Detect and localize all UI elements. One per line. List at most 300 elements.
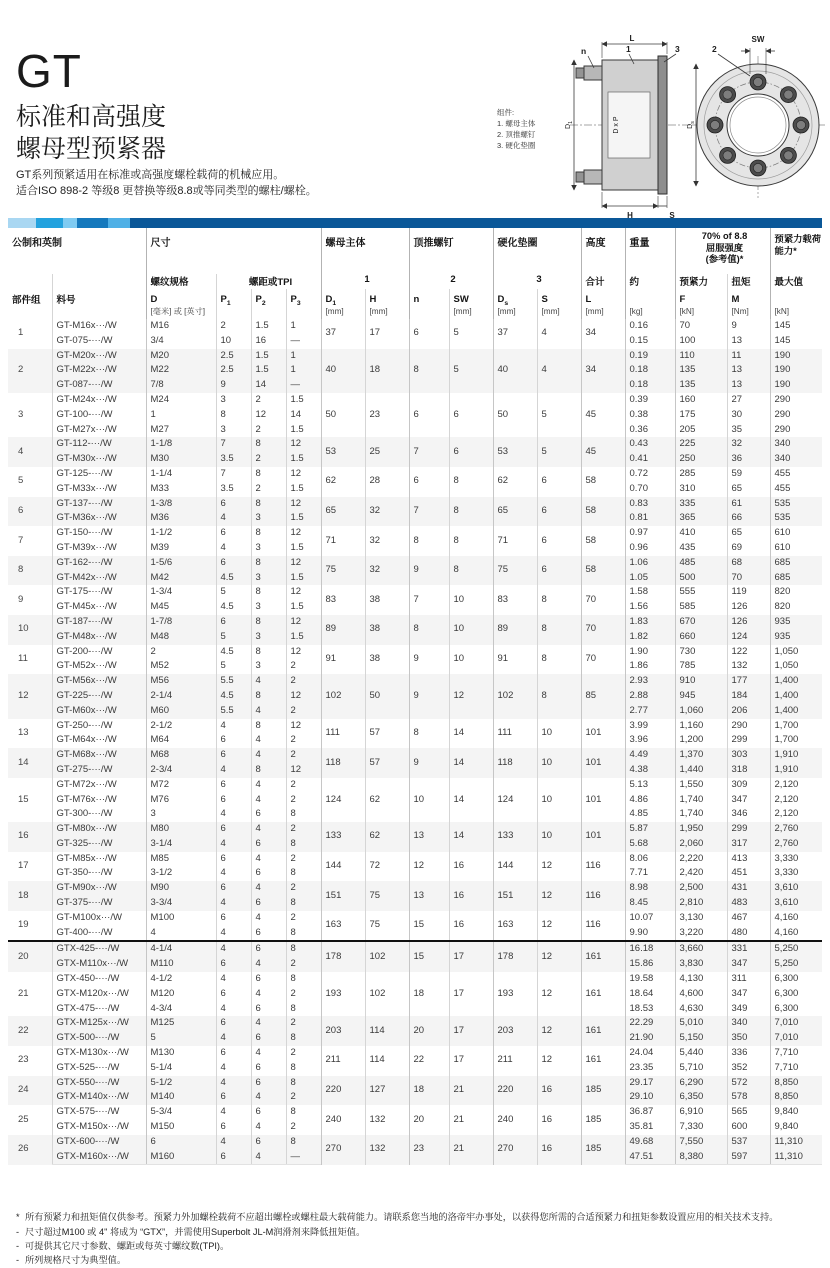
cell-torque-m: 36 — [727, 452, 770, 467]
label-dim-D1: $D_1$ — [565, 121, 574, 129]
cell-l: 101 — [581, 778, 625, 822]
cell-pitch-p1: 6 — [216, 852, 251, 867]
cell-max-capacity: 5,250 — [770, 957, 822, 972]
cell-part-group: 6 — [8, 497, 52, 527]
cell-pitch-p2: 12 — [251, 408, 286, 423]
cell-part-number: GT-M64x···/W — [52, 733, 146, 748]
cell-thread-size: 2-1/2 — [146, 719, 216, 734]
cell-max-capacity: 9,840 — [770, 1120, 822, 1135]
table-row — [8, 437, 822, 452]
cell-h: 102 — [365, 941, 409, 972]
cell-ds: 178 — [493, 941, 537, 972]
cell-ds: 111 — [493, 719, 537, 749]
cell-thread-size: M33 — [146, 482, 216, 497]
cell-weight: 4.86 — [625, 793, 675, 808]
cell-weight: 0.18 — [625, 378, 675, 393]
cell-pitch-p1: 4 — [216, 1076, 251, 1091]
cell-part-number: GT-250-···/W — [52, 719, 146, 734]
cell-torque-m: 299 — [727, 822, 770, 837]
cell-max-capacity: 6,300 — [770, 1002, 822, 1017]
cell-pitch-p3: 12 — [286, 497, 321, 512]
cell-pitch-p3: 8 — [286, 837, 321, 852]
cell-pitch-p3: 8 — [286, 1105, 321, 1120]
cell-l: 161 — [581, 1016, 625, 1046]
cell-ds: 40 — [493, 349, 537, 393]
page-description — [16, 167, 317, 199]
label-component-2: 2 — [712, 44, 717, 54]
cell-d1: 220 — [321, 1076, 365, 1106]
header-part-group: 部件组 — [12, 295, 41, 306]
cell-ds: 220 — [493, 1076, 537, 1106]
cell-d1: 178 — [321, 941, 365, 972]
table-row — [8, 526, 822, 541]
header-approx: 约 — [625, 274, 675, 289]
col-max-kn: [kN] — [770, 289, 822, 319]
header-pitch-tpi: 螺距或TPI — [216, 274, 321, 289]
cell-sw: 14 — [449, 748, 493, 778]
cell-weight: 1.86 — [625, 659, 675, 674]
cell-weight: 0.19 — [625, 349, 675, 364]
cell-part-number: GTX-M160x···/W — [52, 1150, 146, 1165]
cell-part-group: 9 — [18, 593, 24, 605]
cell-l: 101 — [581, 748, 625, 778]
cell-part-number: GT-400-···/W — [52, 926, 146, 942]
cell-part-number: GTX-M130x···/W — [52, 1046, 146, 1061]
spec-table — [8, 228, 822, 1165]
cell-weight: 1.06 — [625, 556, 675, 571]
cell-pitch-p3: 1.5 — [286, 423, 321, 438]
cell-part-number: GT-137-···/W — [52, 497, 146, 512]
cell-pitch-p1: 5 — [216, 659, 251, 674]
cell-pitch-p3: 1 — [286, 349, 321, 364]
cell-pitch-p3: 12 — [286, 763, 321, 778]
cell-pitch-p3: 8 — [286, 896, 321, 911]
cell-ds: 53 — [493, 437, 537, 467]
cell-torque-m: 317 — [727, 837, 770, 852]
cell-max-capacity: 685 — [770, 556, 822, 571]
cell-pitch-p3: 14 — [286, 408, 321, 423]
cell-torque-m: 431 — [727, 881, 770, 896]
colorbar-segment — [8, 218, 36, 228]
cell-part-group: 23 — [18, 1054, 29, 1066]
cell-thread-size: 5-3/4 — [146, 1105, 216, 1120]
cell-weight: 8.45 — [625, 896, 675, 911]
cell-s: 12 — [537, 1046, 581, 1076]
cell-h: 62 — [365, 778, 409, 822]
cell-n: 22 — [409, 1046, 449, 1076]
cell-sw: 21 — [449, 1135, 493, 1165]
cell-weight: 3.99 — [625, 719, 675, 734]
cell-h: 17 — [365, 319, 409, 349]
cell-preload-f: 5,440 — [675, 1046, 727, 1061]
cell-pitch-p3: 12 — [286, 585, 321, 600]
cell-torque-m: 61 — [727, 497, 770, 512]
table-row — [8, 972, 822, 987]
cell-pitch-p2: 8 — [251, 763, 286, 778]
cell-part-group: 16 — [8, 822, 52, 852]
cell-d1: 163 — [321, 911, 365, 942]
cell-ds: 240 — [493, 1105, 537, 1135]
cell-s: 6 — [537, 467, 581, 497]
main-content — [8, 218, 822, 1268]
cell-h: 62 — [365, 822, 409, 852]
cell-preload-f: 135 — [675, 363, 727, 378]
cell-max-capacity: 1,910 — [770, 748, 822, 763]
cell-max-capacity: 935 — [770, 615, 822, 630]
cell-pitch-p1: 4 — [216, 763, 251, 778]
cell-n: 7 — [409, 437, 449, 467]
cell-max-capacity: 7,010 — [770, 1016, 822, 1031]
cell-max-capacity: 7,710 — [770, 1046, 822, 1061]
cell-part-group: 13 — [18, 726, 29, 738]
cell-sw: 17 — [449, 1046, 493, 1076]
cell-torque-m: 347 — [727, 987, 770, 1002]
table-row — [8, 349, 822, 364]
cell-pitch-p2: 6 — [251, 1135, 286, 1150]
cell-l: 116 — [581, 881, 625, 911]
technical-drawing — [550, 30, 826, 228]
cell-pitch-p3: 1 — [286, 319, 321, 334]
cell-part-group: 4 — [8, 437, 52, 467]
cell-thread-size: M80 — [146, 822, 216, 837]
cell-preload-f: 4,630 — [675, 1002, 727, 1017]
cell-pitch-p3: 12 — [286, 615, 321, 630]
cell-d1: 37 — [321, 319, 365, 349]
cell-l: 116 — [581, 852, 625, 882]
table-row — [8, 615, 822, 630]
cell-thread-size: 7/8 — [146, 378, 216, 393]
cell-max-capacity: 7,010 — [770, 1031, 822, 1046]
cell-weight: 29.17 — [625, 1076, 675, 1091]
cell-pitch-p3: 1.5 — [286, 482, 321, 497]
cell-pitch-p2: 4 — [251, 674, 286, 689]
cell-torque-m: 126 — [727, 600, 770, 615]
cell-s: 6 — [537, 556, 581, 586]
cell-part-group: 21 — [18, 987, 29, 999]
cell-part-group: 19 — [18, 919, 29, 931]
cell-pitch-p2: 1.5 — [251, 349, 286, 364]
cell-sw: 17 — [449, 1016, 493, 1046]
description-line-1: GT系列预紧适用在标准或高强度螺栓载荷的机械应用。 — [16, 169, 285, 181]
cell-pitch-p1: 6 — [216, 1120, 251, 1135]
cell-pitch-p2: 6 — [251, 896, 286, 911]
cell-preload-f: 3,220 — [675, 926, 727, 942]
cell-n: 8 — [409, 526, 449, 556]
cell-pitch-p2: 3 — [251, 571, 286, 586]
cell-torque-m: 331 — [727, 941, 770, 957]
cell-max-capacity: 535 — [770, 497, 822, 512]
table-row — [8, 1046, 822, 1061]
table-row — [8, 941, 822, 957]
cell-h: 57 — [365, 748, 409, 778]
cell-sw: 16 — [449, 881, 493, 911]
cell-h: 114 — [365, 1016, 409, 1046]
cell-weight: 5.68 — [625, 837, 675, 852]
cell-weight: 0.36 — [625, 423, 675, 438]
cell-d1: 53 — [321, 437, 365, 467]
table-row — [8, 1016, 822, 1031]
cell-pitch-p2: 4 — [251, 1046, 286, 1061]
cell-pitch-p2: 4 — [251, 822, 286, 837]
cell-l: 101 — [581, 719, 625, 749]
cell-part-number: GT-112-···/W — [52, 437, 146, 452]
cell-part-number: GT-350-···/W — [52, 866, 146, 881]
col-D1: $D_1$ [mm] — [321, 289, 365, 319]
cell-torque-m: 13 — [727, 363, 770, 378]
table-row — [8, 719, 822, 734]
cell-preload-f: 2,810 — [675, 896, 727, 911]
cell-weight: 4.38 — [625, 763, 675, 778]
cell-preload-f: 250 — [675, 452, 727, 467]
cell-pitch-p1: 5 — [216, 630, 251, 645]
cell-l: 101 — [581, 822, 625, 852]
cell-torque-m: 290 — [727, 719, 770, 734]
cell-pitch-p2: 8 — [251, 467, 286, 482]
cell-sw: 14 — [449, 822, 493, 852]
cell-preload-f: 3,660 — [675, 941, 727, 957]
cell-thread-size: 3 — [146, 807, 216, 822]
cell-torque-m: 206 — [727, 704, 770, 719]
cell-torque-m: 177 — [727, 674, 770, 689]
cell-thread-size: M36 — [146, 511, 216, 526]
cell-max-capacity: 190 — [770, 349, 822, 364]
cell-n: 9 — [409, 556, 449, 586]
cell-thread-size: 6 — [146, 1135, 216, 1150]
cell-part-group: 8 — [8, 556, 52, 586]
cell-pitch-p3: 12 — [286, 467, 321, 482]
cell-torque-m: 126 — [727, 615, 770, 630]
cell-max-capacity: 1,400 — [770, 704, 822, 719]
cell-part-number: GT-162-···/W — [52, 556, 146, 571]
col-P3: $P_3$ — [286, 289, 321, 319]
footnote-item: - 尺寸超过M100 或 4" 将成为 “GTX”，并需使用Superbolt JL-M润滑剂来降低扭矩值。 — [16, 1227, 366, 1238]
cell-part-number: GTX-425-···/W — [52, 941, 146, 957]
cell-torque-m: 30 — [727, 408, 770, 423]
cell-thread-size: M39 — [146, 541, 216, 556]
cell-pitch-p1: 2.5 — [216, 363, 251, 378]
cell-pitch-p3: — — [286, 378, 321, 393]
cell-ds: 83 — [493, 585, 537, 615]
cell-torque-m: 122 — [727, 645, 770, 660]
cell-max-capacity: 685 — [770, 571, 822, 586]
cell-part-group: 18 — [8, 881, 52, 911]
cell-weight: 3.96 — [625, 733, 675, 748]
footnotes — [16, 1211, 814, 1267]
cell-ds: 118 — [493, 748, 537, 778]
cell-pitch-p2: 8 — [251, 689, 286, 704]
cell-part-number: GT-M90x···/W — [52, 881, 146, 896]
cell-s: 16 — [537, 1135, 581, 1165]
cell-preload-f: 175 — [675, 408, 727, 423]
cell-thread-size: M100 — [146, 911, 216, 926]
cell-pitch-p2: 6 — [251, 1105, 286, 1120]
cell-n: 23 — [409, 1135, 449, 1165]
cell-ds: 211 — [493, 1046, 537, 1076]
cell-preload-f: 3,830 — [675, 957, 727, 972]
cell-s: 10 — [537, 748, 581, 778]
cell-pitch-p1: 4 — [216, 1061, 251, 1076]
table-row — [8, 1135, 822, 1150]
cell-thread-size: 3/4 — [146, 334, 216, 349]
cell-torque-m: 69 — [727, 541, 770, 556]
cell-d1: 75 — [321, 556, 365, 586]
cell-sw: 12 — [449, 674, 493, 718]
component-legend — [497, 107, 535, 151]
cell-weight: 1.82 — [625, 630, 675, 645]
cell-weight: 1.90 — [625, 645, 675, 660]
cell-preload-f: 6,350 — [675, 1090, 727, 1105]
cell-weight: 23.35 — [625, 1061, 675, 1076]
cell-torque-m: 350 — [727, 1031, 770, 1046]
cell-l: 34 — [581, 349, 625, 393]
header-group-row — [8, 228, 822, 274]
cell-pitch-p1: 5 — [216, 585, 251, 600]
cell-part-number: GT-M36x···/W — [52, 511, 146, 526]
cell-weight: 8.98 — [625, 881, 675, 896]
cell-torque-m: 572 — [727, 1076, 770, 1091]
cell-weight: 19.58 — [625, 972, 675, 987]
cell-part-number: GT-M68x···/W — [52, 748, 146, 763]
col-L: L [mm] — [581, 289, 625, 319]
cell-max-capacity: 145 — [770, 319, 822, 334]
cell-preload-f: 1,200 — [675, 733, 727, 748]
cell-pitch-p2: 4 — [251, 1150, 286, 1165]
cell-pitch-p3: 1.5 — [286, 630, 321, 645]
cell-part-number: GTX-475-···/W — [52, 1002, 146, 1017]
legend-title: 组件: — [497, 108, 515, 117]
side-view-diagram — [570, 42, 690, 208]
cell-sw: 8 — [449, 497, 493, 527]
cell-h: 102 — [365, 972, 409, 1016]
cell-pitch-p3: 1.5 — [286, 393, 321, 408]
cell-pitch-p3: 2 — [286, 822, 321, 837]
cell-ds: 144 — [493, 852, 537, 882]
cell-thread-size: M160 — [146, 1150, 216, 1165]
cell-h: 23 — [365, 393, 409, 437]
cell-preload-f: 1,950 — [675, 822, 727, 837]
cell-max-capacity: 1,700 — [770, 733, 822, 748]
cell-torque-m: 59 — [727, 467, 770, 482]
cell-pitch-p1: 6 — [216, 1016, 251, 1031]
cell-max-capacity: 190 — [770, 363, 822, 378]
cell-pitch-p2: 2 — [251, 452, 286, 467]
page-title: GT — [16, 45, 82, 97]
header-component-2: 2 — [409, 274, 493, 289]
cell-ds: 124 — [493, 778, 537, 822]
cell-ds: 89 — [493, 615, 537, 645]
cell-thread-size: 3-1/4 — [146, 837, 216, 852]
cell-part-number: GT-M85x···/W — [52, 852, 146, 867]
cell-part-number: GT-M22x···/W — [52, 363, 146, 378]
table-row — [8, 748, 822, 763]
cell-pitch-p2: 3 — [251, 600, 286, 615]
cell-pitch-p1: 4 — [216, 807, 251, 822]
cell-part-number: GT-M20x···/W — [52, 349, 146, 364]
cell-part-group: 15 — [18, 793, 29, 805]
cell-s: 5 — [537, 393, 581, 437]
cell-thread-size: 4-3/4 — [146, 1002, 216, 1017]
cell-max-capacity: 145 — [770, 334, 822, 349]
cell-h: 38 — [365, 615, 409, 645]
cell-thread-size: M68 — [146, 748, 216, 763]
cell-part-group: 1 — [18, 327, 24, 339]
cell-pitch-p3: 8 — [286, 1135, 321, 1150]
cell-pitch-p1: 4 — [216, 972, 251, 987]
cell-sw: 8 — [449, 467, 493, 497]
cell-d1: 83 — [321, 585, 365, 615]
cell-sw: 10 — [449, 645, 493, 675]
cell-thread-size: M27 — [146, 423, 216, 438]
cell-part-number: GTX-M125x···/W — [52, 1016, 146, 1031]
cell-torque-m: 303 — [727, 748, 770, 763]
cell-preload-f: 1,740 — [675, 793, 727, 808]
cell-sw: 17 — [449, 972, 493, 1016]
cell-preload-f: 285 — [675, 467, 727, 482]
cell-pitch-p1: 6 — [216, 1046, 251, 1061]
cell-torque-m: 318 — [727, 763, 770, 778]
cell-part-group: 10 — [8, 615, 52, 645]
cell-pitch-p3: 2 — [286, 987, 321, 1002]
cell-part-group: 25 — [18, 1113, 29, 1125]
cell-l: 85 — [581, 674, 625, 718]
cell-preload-f: 2,220 — [675, 852, 727, 867]
cell-weight: 21.90 — [625, 1031, 675, 1046]
col-F: F [kN] — [675, 289, 727, 319]
cell-max-capacity: 290 — [770, 408, 822, 423]
cell-thread-size: 2-1/4 — [146, 689, 216, 704]
cell-part-number: GT-087-···/W — [52, 378, 146, 393]
cell-pitch-p1: 4 — [216, 866, 251, 881]
cell-pitch-p1: 10 — [216, 334, 251, 349]
cell-pitch-p2: 3 — [251, 630, 286, 645]
cell-weight: 1.56 — [625, 600, 675, 615]
cell-torque-m: 9 — [727, 319, 770, 334]
cell-s: 12 — [537, 941, 581, 972]
label-n: n — [581, 46, 587, 56]
cell-thread-size: M52 — [146, 659, 216, 674]
cell-s: 10 — [537, 778, 581, 822]
cell-preload-f: 365 — [675, 511, 727, 526]
cell-part-group: 3 — [18, 408, 24, 420]
cell-sw: 16 — [449, 911, 493, 942]
header-sub-row — [8, 274, 822, 289]
table-row — [8, 778, 822, 793]
cell-pitch-p2: 4 — [251, 793, 286, 808]
cell-thread-size: M60 — [146, 704, 216, 719]
cell-preload-f: 660 — [675, 630, 727, 645]
cell-torque-m: 13 — [727, 334, 770, 349]
cell-pitch-p2: 8 — [251, 719, 286, 734]
cell-n: 20 — [409, 1016, 449, 1046]
footnote-item: - 可提供其它尺寸参数、螺距或每英寸螺纹数(TPI)。 — [16, 1241, 230, 1252]
cell-torque-m: 13 — [727, 378, 770, 393]
cell-sw: 21 — [449, 1105, 493, 1135]
header-hardened-washer: 硬化垫圈 — [493, 228, 581, 274]
cell-ds: 270 — [493, 1135, 537, 1165]
cell-l: 58 — [581, 556, 625, 586]
cell-pitch-p1: 6 — [216, 556, 251, 571]
cell-weight: 35.81 — [625, 1120, 675, 1135]
cell-d1: 124 — [321, 778, 365, 822]
cell-max-capacity: 2,120 — [770, 778, 822, 793]
cell-l: 70 — [581, 585, 625, 615]
cell-max-capacity: 4,160 — [770, 911, 822, 926]
cell-weight: 15.86 — [625, 957, 675, 972]
cell-pitch-p2: 4 — [251, 1120, 286, 1135]
cell-s: 10 — [537, 719, 581, 749]
cell-pitch-p3: 2 — [286, 793, 321, 808]
cell-sw: 6 — [449, 437, 493, 467]
